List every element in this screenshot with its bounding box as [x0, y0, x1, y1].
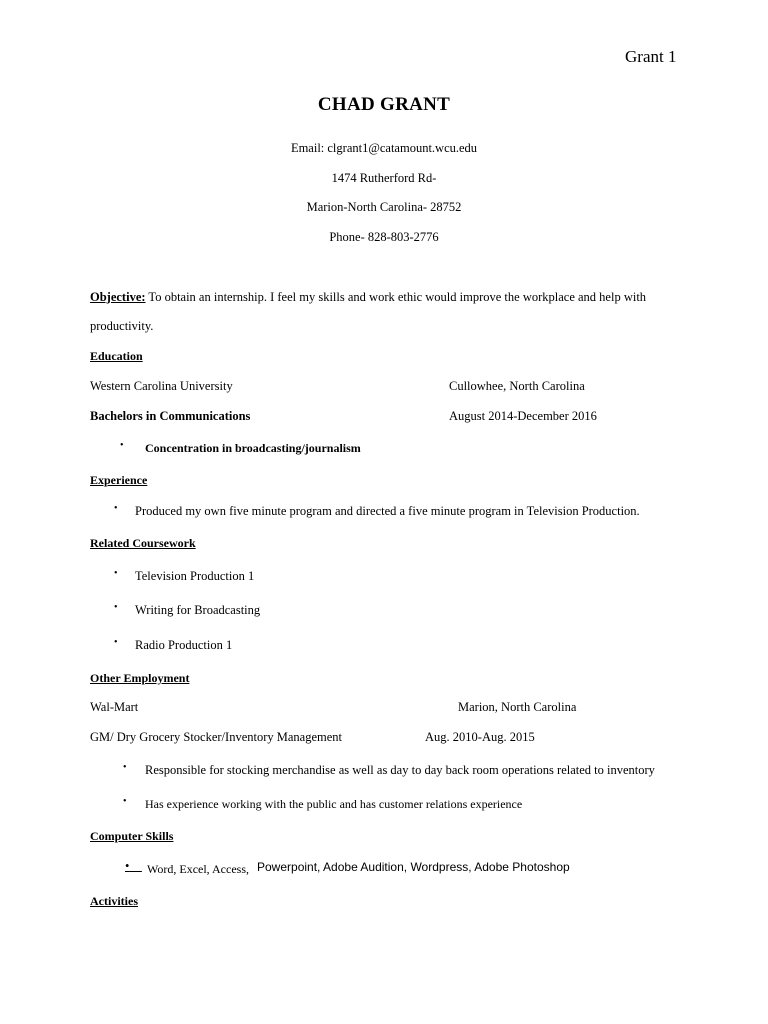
skills-heading: Computer Skills [90, 829, 174, 843]
contact-city: Marion-North Carolina- 28752 [306, 200, 462, 214]
skills-items-part2: Powerpoint, Adobe Audition, Wordpress, Adobe Photoshop [257, 860, 570, 874]
education-degree: Bachelors in Communications [90, 409, 251, 423]
objective-text: To obtain an internship. I feel my skills and work ethic would improve the workplace and help with [145, 290, 647, 304]
employment-bullet-marker: • [123, 796, 127, 807]
resume-name: CHAD GRANT [317, 94, 451, 115]
activities-heading: Activities [90, 894, 138, 908]
coursework-item: Writing for Broadcasting [135, 603, 261, 617]
employment-bullet-text: Has experience working with the public and has customer relations experience [145, 797, 523, 811]
education-bullet-text: Concentration in broadcasting/journalism [145, 441, 361, 455]
education-bullet-marker: • [120, 440, 124, 451]
experience-bullet-text: Produced my own five minute program and directed a five minute program in Television Production. [135, 504, 640, 518]
education-school: Western Carolina University [90, 379, 233, 393]
experience-bullet-marker: • [114, 503, 118, 514]
employment-dates: Aug. 2010-Aug. 2015 [425, 730, 535, 744]
contact-email: Email: clgrant1@catamount.wcu.edu [290, 141, 478, 155]
page-number-header: Grant 1 [625, 47, 677, 66]
contact-street: 1474 Rutherford Rd- [331, 171, 437, 185]
experience-heading: Experience [90, 473, 148, 487]
objective-line-2: productivity. [90, 319, 154, 333]
objective-line-1 [90, 290, 646, 305]
coursework-item: Television Production 1 [135, 569, 255, 583]
education-heading: Education [90, 349, 143, 363]
objective-label: Objective: [90, 290, 146, 304]
skills-bullet-marker: • [125, 859, 130, 873]
employment-location: Marion, North Carolina [458, 700, 577, 714]
coursework-bullet-marker: • [114, 637, 118, 648]
employment-employer: Wal-Mart [90, 700, 139, 714]
coursework-heading: Related Coursework [90, 536, 196, 550]
employment-bullet-text: Responsible for stocking merchandise as well as day to day back room operations related to inventory [145, 763, 655, 777]
employment-bullet-marker: • [123, 762, 127, 773]
coursework-bullet-marker: • [114, 568, 118, 579]
employment-heading: Other Employment [90, 671, 190, 685]
contact-phone: Phone- 828-803-2776 [329, 230, 439, 244]
skills-items-part1: Word, Excel, Access, [147, 862, 249, 876]
coursework-bullet-marker: • [114, 602, 118, 613]
coursework-item: Radio Production 1 [135, 638, 233, 652]
education-dates: August 2014-December 2016 [449, 409, 597, 423]
employment-title: GM/ Dry Grocery Stocker/Inventory Management [90, 730, 343, 744]
education-location: Cullowhee, North Carolina [449, 379, 585, 393]
